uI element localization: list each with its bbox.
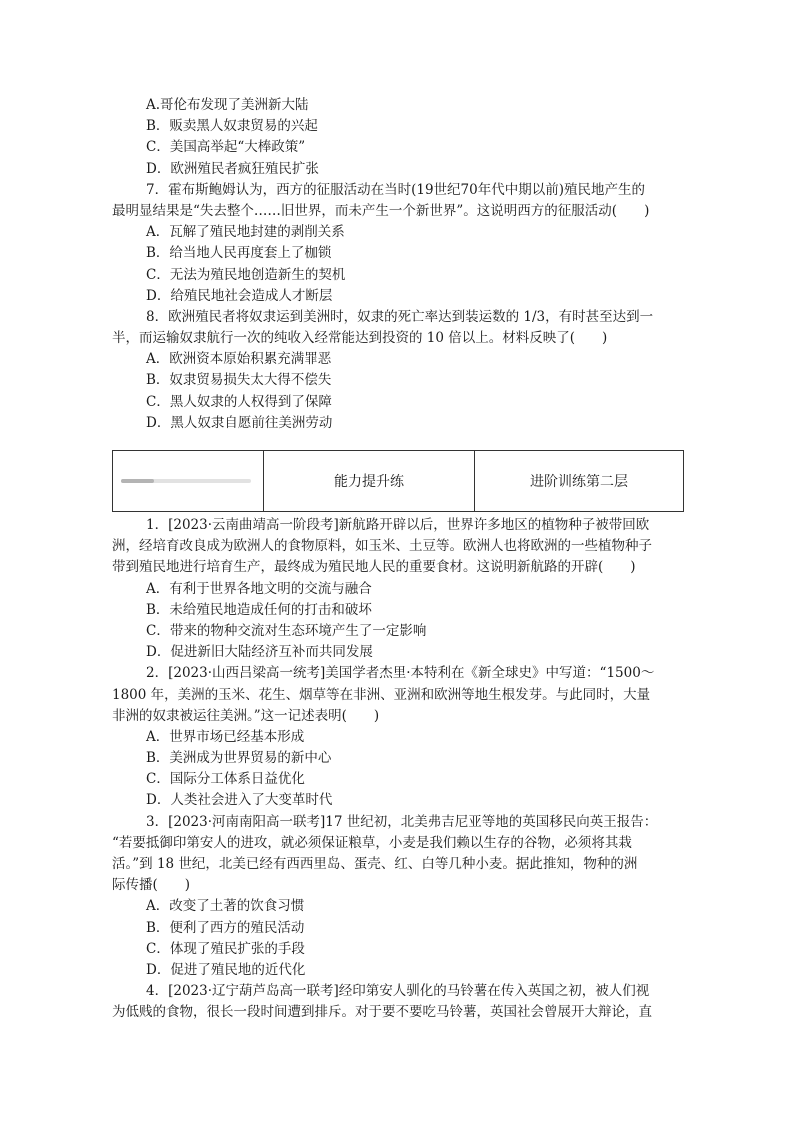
answer-option: B．贩卖黑人奴隶贸易的兴起	[146, 118, 318, 135]
section-banner	[112, 450, 684, 512]
question-line: 3．[2023·河南南阳高一联考]17 世纪初，北美弗吉尼亚等地的英国移民向英王报告：	[146, 813, 658, 830]
answer-option: A．改变了土著的饮食习惯	[146, 898, 305, 915]
question-line: 4．[2023·辽宁葫芦岛高一联考]经印第安人驯化的马铃薯在传入英国之初，被人们视	[146, 983, 650, 1000]
answer-option: B．美洲成为世界贸易的新中心	[146, 750, 332, 767]
question-line: “若要抵御印第安人的进攻，就必须保证粮草，小麦是我们赖以生存的谷物，必须将其栽	[112, 834, 632, 851]
answer-option: B．未给殖民地造成任何的打击和破坏	[146, 601, 372, 618]
question-line: 7．霍布斯鲍姆认为，西方的征服活动在当时(19世纪70年代中期以前)殖民地产生的	[146, 181, 645, 198]
answer-option: C．带来的物种交流对生态环境产生了一定影响	[146, 622, 427, 639]
answer-option: C．国际分工体系日益优化	[146, 771, 305, 788]
banner-title: 能力提升练	[263, 451, 474, 511]
banner-level: 进阶训练第二层	[474, 451, 683, 511]
answer-option: D．促进了殖民地的近代化	[146, 961, 306, 978]
answer-option: D．促进新旧大陆经济互补而共同发展	[146, 644, 373, 661]
question-line: 洲，经培育改良成为欧洲人的食物原料，如玉米、土豆等。欧洲人也将欧洲的一些植物种子	[112, 538, 652, 555]
answer-option: A．瓦解了殖民地封建的剥削关系	[146, 224, 345, 241]
answer-option: A．有利于世界各地文明的交流与融合	[146, 580, 372, 597]
answer-option: A．世界市场已经基本形成	[146, 728, 305, 745]
questions-part-1	[112, 95, 678, 434]
answer-option: A．欧洲资本原始积累充满罪恶	[146, 351, 332, 368]
question-line: 2．[2023·山西吕梁高一统考]美国学者杰里·本特利在《新全球史》中写道：“1500～	[146, 665, 655, 682]
questions-part-2	[112, 515, 678, 1024]
question-line: 8．欧洲殖民者将奴隶运到美洲时，奴隶的死亡率达到装运数的 1/3，有时甚至达到一	[146, 308, 654, 325]
answer-option: B．奴隶贸易损失太大得不偿失	[146, 372, 332, 389]
banner-progress-cell	[113, 451, 263, 511]
question-line: 为低贱的食物，很长一段时间遭到排斥。对于要不要吃马铃薯，英国社会曾展开大辩论，直	[112, 1004, 652, 1021]
answer-option: C．体现了殖民扩张的手段	[146, 940, 305, 957]
answer-option: A.哥伦布发现了美洲新大陆	[146, 97, 309, 113]
answer-option: C．黑人奴隶的人权得到了保障	[146, 393, 332, 410]
answer-option: C．无法为殖民地创造新生的契机	[146, 266, 346, 283]
question-line: 最明显结果是“失去整个……旧世界，而未产生一个新世界”。这说明西方的征服活动( )	[112, 202, 650, 219]
question-line: 非洲的奴隶被运往美洲。”这一记述表明( )	[112, 707, 380, 724]
question-line: 带到殖民地进行培育生产，最终成为殖民地人民的重要食材。这说明新航路的开辟( )	[112, 559, 636, 576]
answer-option: D．黑人奴隶自愿前往美洲劳动	[146, 414, 333, 431]
answer-option: D．给殖民地社会造成人才断层	[146, 287, 333, 304]
answer-option: B．便利了西方的殖民活动	[146, 919, 305, 936]
question-line: 半，而运输奴隶航行一次的纯收入经常能达到投资的 10 倍以上。材料反映了( )	[112, 330, 608, 347]
progress-bar	[121, 479, 251, 483]
answer-option: D．欧洲殖民者疯狂殖民扩张	[146, 160, 319, 177]
question-line: 际传播( )	[112, 877, 191, 894]
question-line: 1800 年，美洲的玉米、花生、烟草等在非洲、亚洲和欧洲等地生根发芽。与此同时，大量	[112, 686, 651, 703]
progress-bar-fill	[121, 479, 154, 483]
question-line: 1．[2023·云南曲靖高一阶段考]新航路开辟以后，世界许多地区的植物种子被带回欧	[146, 517, 650, 533]
answer-option: C．美国高举起“大棒政策”	[146, 139, 306, 156]
answer-option: B．给当地人民再度套上了枷锁	[146, 245, 332, 262]
answer-option: D．人类社会进入了大变革时代	[146, 792, 333, 809]
question-line: 活。”到 18 世纪，北美已经有西西里岛、蛋壳、红、白等几种小麦。据此推知，物种的洲	[112, 856, 638, 872]
